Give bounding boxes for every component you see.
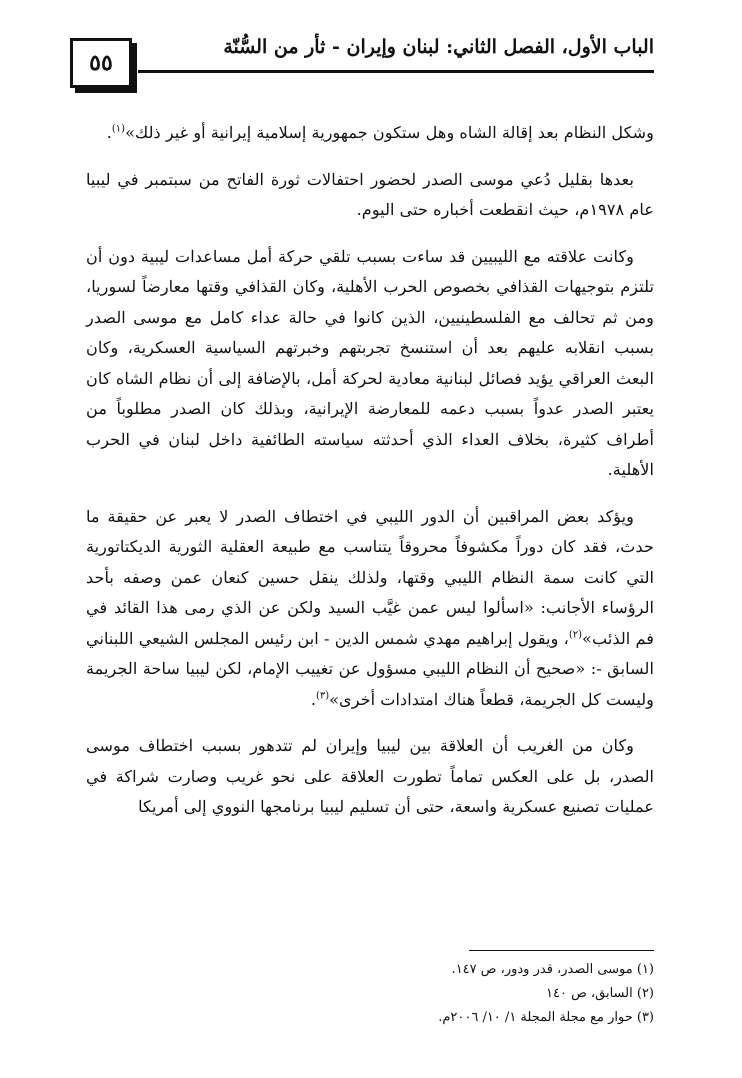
running-header: الباب الأول، الفصل الثاني: لبنان وإيران - ثأر من السُّنّة (223, 36, 654, 58)
paragraph-1-end: . (106, 123, 112, 142)
footnote-rule (469, 950, 654, 951)
paragraph-4-text: ويؤكد بعض المراقبين أن الدور الليبي في اختطاف الصدر لا يعبر عن حقيقة ما حدث، فقد كان دوراً مكشوفاً محروقاً يتناسب مع طبيعة العقلية الثورية الديكتاتورية التي كانت سمة النظام الليبي وقتها، ولذلك ينقل حسين كنعان عمن وصفه بأحد الرؤساء الأجانب: «اسألوا ليس عمن غيَّب السيد ولكن عن الذي رمى هذا القائد في فم الذئب» (86, 506, 655, 648)
footnote-ref-1: (١) (111, 123, 126, 135)
paragraph-3: وكانت علاقته مع الليبيين قد ساءت بسبب تلقي حركة أمل مساعدات ليبية دون أن تلتزم بتوجيهات القذافي بخصوص الحرب الأهلية، وكان القذافي وقتها معارضاً لسوريا، ومن ثم تحالف مع الفلسطينيين، الذين كانوا في حالة عداء كامل مع موسى الصدر بسبب انقلابه عليهم بعد أن استنسخ تجربتهم وخبرتهم السياسية العسكرية، وكان البعث العراقي يؤيد فصائل لبنانية معادية لحركة أمل، بالإضافة إلى أن نظام الشاه كان يعتبر الصدر عدواً بسبب دعمه للمعارضة الإيرانية، وبذلك كان الصدر مطلوباً من أطراف كثيرة، بخلاف العداء الذي أحدثته سياسته الطائفية داخل لبنان في الحرب الأهلية. (86, 246, 654, 479)
paragraph-5: وكان من الغريب أن العلاقة بين ليبيا وإيران لم تتدهور بسبب اختطاف موسى الصدر، بل على العكس تماماً تطورت العلاقة على نحو غريب وصارت شراكة في عمليات تصنيع عسكرية واسعة، حتى أن تسليم ليبيا برنامجها النووي إلى أمريكا (86, 736, 654, 816)
paragraph-2: بعدها بقليل دُعي موسى الصدر لحضور احتفالات ثورة الفاتح من سبتمبر في ليبيا عام ١٩٧٨م، حيث انقطعت أخباره حتى اليوم. (86, 169, 654, 219)
footnote-ref-3: (٣) (315, 690, 330, 702)
footnotes (86, 958, 654, 1030)
body-text (86, 118, 654, 823)
page-number-text: ٥٥ (89, 50, 113, 76)
footnote-3: (٣) حوار مع مجلة المجلة ١/ ١٠/ ٢٠٠٦م. (438, 1010, 654, 1025)
paragraph-1-text: وشكل النظام بعد إقالة الشاه وهل ستكون جمهورية إسلامية إيرانية أو غير ذلك» (125, 123, 654, 142)
footnote-2: (٢) السابق، ص ١٤٠ (546, 986, 654, 1001)
footnote-1: (١) موسى الصدر، قدر ودور، ص ١٤٧. (451, 962, 654, 977)
paragraph-4-end: . (310, 689, 316, 709)
footnote-ref-2: (٢) (568, 629, 583, 641)
header-rule (138, 70, 654, 73)
paragraph-4 (86, 502, 654, 716)
page-number (70, 38, 132, 88)
paragraph-4-text-continued: ، ويقول إبراهيم مهدي شمس الدين - ابن رئيس المجلس الشيعي اللبناني السابق -: «صحيح أن النظام الليبي مسؤول عن تغييب الإمام، لكن ليبيا ساحة الجريمة وليست كل الجريمة، قطعاً هناك امتدادات أخرى» (86, 628, 654, 709)
paragraph-1 (86, 118, 654, 149)
